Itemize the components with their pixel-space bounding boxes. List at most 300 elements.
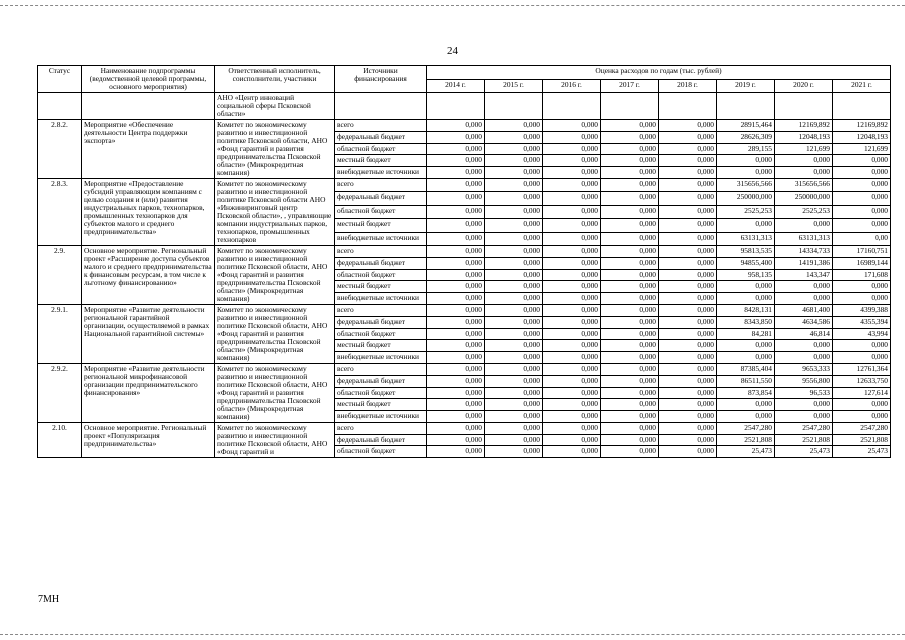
empty-cell [833,93,891,120]
scan-edge-bottom [0,634,905,635]
value-cell: 2525,253 [717,205,775,218]
value-cell: 0,000 [659,352,717,364]
funding-source: областной бюджет [335,387,427,399]
value-cell: 0,000 [601,192,659,205]
value-cell: 0,000 [543,219,601,232]
value-cell: 0,000 [543,446,601,458]
value-cell: 0,000 [601,399,659,411]
value-cell: 0,000 [659,446,717,458]
value-cell: 0,000 [427,364,485,376]
value-cell: 0,000 [427,434,485,446]
value-cell: 63131,313 [775,232,833,245]
value-cell: 0,000 [601,375,659,387]
value-cell: 0,000 [833,399,891,411]
value-cell: 0,000 [601,257,659,269]
value-cell: 43,994 [833,328,891,340]
value-cell: 121,699 [833,143,891,155]
table-row [38,179,891,192]
value-cell: 94855,400 [717,257,775,269]
value-cell: 0,000 [601,167,659,179]
header-sources: Источники финансирования [335,66,427,93]
value-cell: 0,000 [485,423,543,435]
value-cell: 0,000 [543,269,601,281]
value-cell: 0,000 [659,167,717,179]
value-cell: 0,000 [485,167,543,179]
value-cell: 46,814 [775,328,833,340]
value-cell: 0,000 [543,155,601,167]
value-cell: 96,533 [775,387,833,399]
value-cell: 63131,313 [717,232,775,245]
value-cell: 0,000 [485,293,543,305]
value-cell: 0,000 [833,411,891,423]
value-cell: 0,000 [659,205,717,218]
value-cell: 0,000 [717,219,775,232]
value-cell: 0,000 [833,281,891,293]
funding-source: областной бюджет [335,328,427,340]
group-status: 2.9.1. [38,305,82,364]
value-cell: 0,000 [543,352,601,364]
value-cell: 9556,800 [775,375,833,387]
value-cell: 0,000 [717,399,775,411]
value-cell: 14191,386 [775,257,833,269]
value-cell: 0,000 [659,232,717,245]
funding-source: областной бюджет [335,143,427,155]
funding-source: всего [335,305,427,317]
value-cell: 0,000 [427,352,485,364]
funding-source: внебюджетные источники [335,167,427,179]
value-cell: 0,000 [833,155,891,167]
value-cell: 0,000 [543,257,601,269]
value-cell: 84,281 [717,328,775,340]
empty-cell [82,93,215,120]
group-name: Мероприятие «Предоставление субсидий управляющим компаниям с целью создания и (или) развития индустриальных парков, технопарков, промышленных технопарков для субъектов малого и среднего предпринимательства» [82,179,215,246]
header-year: 2017 г. [601,79,659,93]
value-cell: 4634,586 [775,316,833,328]
value-cell: 0,000 [717,155,775,167]
value-cell: 250000,000 [717,192,775,205]
header-row [38,66,891,80]
value-cell: 0,000 [485,352,543,364]
value-cell: 143,347 [775,269,833,281]
value-cell: 0,000 [485,120,543,132]
value-cell: 86511,550 [717,375,775,387]
empty-cell [38,93,82,120]
value-cell: 0,000 [485,340,543,352]
value-cell: 0,000 [485,399,543,411]
group-name: Основное мероприятие. Региональный проект «Популяризация предпринимательства» [82,423,215,458]
value-cell: 28915,464 [717,120,775,132]
value-cell: 0,000 [427,131,485,143]
value-cell: 0,000 [659,434,717,446]
value-cell: 0,000 [833,167,891,179]
value-cell: 0,000 [601,281,659,293]
header-executor: Ответственный исполнитель, соисполнители, участники [215,66,335,93]
value-cell: 0,000 [427,179,485,192]
value-cell: 0,000 [485,232,543,245]
value-cell: 0,000 [543,232,601,245]
value-cell: 2547,280 [833,423,891,435]
value-cell: 0,000 [427,328,485,340]
funding-source: местный бюджет [335,155,427,167]
value-cell: 0,000 [543,167,601,179]
value-cell: 0,000 [775,293,833,305]
value-cell: 12761,364 [833,364,891,376]
value-cell: 0,000 [659,257,717,269]
value-cell: 0,000 [659,364,717,376]
value-cell: 0,000 [833,205,891,218]
value-cell: 0,000 [659,179,717,192]
funding-source: внебюджетные источники [335,411,427,423]
value-cell: 0,000 [543,399,601,411]
header-year: 2015 г. [485,79,543,93]
value-cell: 95813,535 [717,246,775,258]
value-cell: 315656,566 [775,179,833,192]
group-executor: Комитет по экономическому развитию и инвестиционной политике Псковской области, АНО «Фонд гарантий и [215,423,335,458]
funding-source: всего [335,120,427,132]
value-cell: 315656,566 [717,179,775,192]
group-status: 2.10. [38,423,82,458]
value-cell: 0,000 [601,423,659,435]
value-cell: 0,000 [659,281,717,293]
funding-source: внебюджетные источники [335,232,427,245]
value-cell: 0,000 [427,232,485,245]
value-cell: 0,000 [601,143,659,155]
value-cell: 0,000 [659,375,717,387]
value-cell: 0,000 [833,219,891,232]
group-executor: Комитет по экономическому развитию и инвестиционной политике Псковской области, АНО «Фонд гарантий и развития предпринимательства Псковской области» (Микрокредитная компания) [215,364,335,423]
value-cell: 0,000 [543,192,601,205]
value-cell: 8343,850 [717,316,775,328]
value-cell: 0,000 [427,155,485,167]
value-cell: 0,000 [659,120,717,132]
value-cell: 0,000 [427,399,485,411]
value-cell: 0,000 [427,192,485,205]
funding-source: областной бюджет [335,205,427,218]
header-year: 2020 г. [775,79,833,93]
group-executor: Комитет по экономическому развитию и инвестиционной политике Псковской области, АНО «Фонд гарантий и развития предпринимательства Псковской области» (Микрокредитная компания) [215,120,335,179]
value-cell: 0,000 [775,219,833,232]
value-cell: 0,000 [601,232,659,245]
value-cell: 0,000 [659,316,717,328]
value-cell: 0,000 [601,316,659,328]
value-cell: 16989,144 [833,257,891,269]
value-cell: 0,000 [427,340,485,352]
value-cell: 0,000 [485,192,543,205]
value-cell: 0,000 [543,328,601,340]
value-cell: 25,473 [775,446,833,458]
value-cell: 2525,253 [775,205,833,218]
continuation-row [38,93,891,120]
value-cell: 2547,280 [717,423,775,435]
value-cell: 0,000 [485,143,543,155]
value-cell: 0,000 [601,352,659,364]
value-cell: 12169,892 [775,120,833,132]
value-cell: 12169,892 [833,120,891,132]
continuation-executor: АНО «Центр инноваций социальной сферы Псковской области» [215,93,335,120]
value-cell: 0,000 [659,305,717,317]
value-cell: 0,000 [543,316,601,328]
value-cell: 0,000 [485,219,543,232]
value-cell: 0,000 [485,155,543,167]
value-cell: 0,000 [485,281,543,293]
value-cell: 0,000 [543,387,601,399]
value-cell: 0,000 [427,257,485,269]
value-cell: 121,699 [775,143,833,155]
empty-cell [659,93,717,120]
value-cell: 0,000 [717,293,775,305]
value-cell: 0,000 [833,179,891,192]
footer-code: 7МН [38,594,60,605]
page-number: 24 [447,45,458,57]
value-cell: 4399,388 [833,305,891,317]
group-name: Мероприятие «Развитие деятельности региональной гарантийной организации, осуществляемой в рамках Национальной гарантийной системы» [82,305,215,364]
value-cell: 0,000 [427,219,485,232]
value-cell: 0,000 [543,281,601,293]
table-body [38,93,891,458]
value-cell: 0,000 [601,219,659,232]
value-cell: 289,155 [717,143,775,155]
header-year: 2016 г. [543,79,601,93]
value-cell: 0,000 [427,167,485,179]
value-cell: 0,000 [659,411,717,423]
value-cell: 127,614 [833,387,891,399]
header-name: Наименование подпрограммы (ведомственной целевой программы, основного мероприятия) [82,66,215,93]
value-cell: 0,000 [601,434,659,446]
funding-source: всего [335,246,427,258]
value-cell: 0,000 [485,328,543,340]
value-cell: 0,000 [427,423,485,435]
group-status: 2.9. [38,246,82,305]
value-cell: 0,000 [601,340,659,352]
empty-cell [427,93,485,120]
value-cell: 0,000 [659,143,717,155]
value-cell: 0,000 [427,143,485,155]
funding-source: всего [335,423,427,435]
value-cell: 0,000 [601,269,659,281]
value-cell: 2521,808 [717,434,775,446]
value-cell: 171,608 [833,269,891,281]
header-year: 2019 г. [717,79,775,93]
funding-source: федеральный бюджет [335,257,427,269]
group-name: Основное мероприятие. Региональный проект «Расширение доступа субъектов малого и среднего предпринимательства к финансовым ресурсам, в том числе к льготному финансированию» [82,246,215,305]
value-cell: 0,000 [659,269,717,281]
value-cell: 0,000 [601,364,659,376]
value-cell: 0,000 [543,411,601,423]
value-cell: 0,000 [543,340,601,352]
value-cell: 0,000 [427,246,485,258]
value-cell: 0,000 [485,375,543,387]
empty-cell [335,93,427,120]
value-cell: 12048,193 [775,131,833,143]
header-year: 2018 г. [659,79,717,93]
value-cell: 0,000 [601,120,659,132]
value-cell: 0,000 [485,387,543,399]
value-cell: 0,000 [775,352,833,364]
funding-source: областной бюджет [335,446,427,458]
value-cell: 0,000 [427,281,485,293]
header-status: Статус [38,66,82,93]
value-cell: 0,000 [427,375,485,387]
value-cell: 0,000 [833,192,891,205]
value-cell: 0,000 [543,375,601,387]
value-cell: 958,135 [717,269,775,281]
value-cell: 873,854 [717,387,775,399]
value-cell: 0,000 [601,205,659,218]
value-cell: 0,000 [543,364,601,376]
table-row [38,246,891,258]
value-cell: 0,000 [833,352,891,364]
value-cell: 0,000 [543,179,601,192]
funding-source: внебюджетные источники [335,293,427,305]
value-cell: 0,00 [833,232,891,245]
value-cell: 0,000 [601,179,659,192]
budget-table [37,65,891,458]
value-cell: 0,000 [543,120,601,132]
funding-source: местный бюджет [335,219,427,232]
value-cell: 0,000 [659,246,717,258]
value-cell: 0,000 [659,219,717,232]
value-cell: 0,000 [543,305,601,317]
value-cell: 2521,808 [775,434,833,446]
value-cell: 0,000 [659,155,717,167]
value-cell: 4355,394 [833,316,891,328]
table-row [38,120,891,132]
value-cell: 0,000 [543,131,601,143]
group-executor: Комитет по экономическому развитию и инвестиционной политике Псковской области АНО «Инжиниринговый центр Псковской области», , управляющие компании индустриальных парков, технопарков, промышленных технопарков [215,179,335,246]
value-cell: 0,000 [485,179,543,192]
funding-source: областной бюджет [335,269,427,281]
value-cell: 0,000 [427,316,485,328]
value-cell: 0,000 [543,423,601,435]
value-cell: 0,000 [543,293,601,305]
value-cell: 87385,404 [717,364,775,376]
group-name: Мероприятие «Обеспечение деятельности Центра поддержки экспорта» [82,120,215,179]
value-cell: 250000,000 [775,192,833,205]
value-cell: 0,000 [543,143,601,155]
value-cell: 0,000 [427,269,485,281]
value-cell: 0,000 [659,131,717,143]
value-cell: 28626,309 [717,131,775,143]
funding-source: местный бюджет [335,281,427,293]
empty-cell [717,93,775,120]
value-cell: 0,000 [775,281,833,293]
value-cell: 0,000 [775,155,833,167]
value-cell: 0,000 [717,352,775,364]
value-cell: 0,000 [775,411,833,423]
value-cell: 2521,808 [833,434,891,446]
value-cell: 0,000 [601,155,659,167]
value-cell: 0,000 [659,192,717,205]
funding-source: федеральный бюджет [335,434,427,446]
group-status: 2.9.2. [38,364,82,423]
value-cell: 0,000 [427,293,485,305]
value-cell: 0,000 [601,293,659,305]
value-cell: 0,000 [485,257,543,269]
group-executor: Комитет по экономическому развитию и инвестиционной политике Псковской области, АНО «Фонд гарантий и развития предпринимательства Псковской области» (Микрокредитная компания) [215,305,335,364]
value-cell: 0,000 [659,387,717,399]
group-status: 2.8.3. [38,179,82,246]
value-cell: 0,000 [601,328,659,340]
value-cell: 12048,193 [833,131,891,143]
value-cell: 0,000 [601,131,659,143]
header-year: 2014 г. [427,79,485,93]
funding-source: местный бюджет [335,399,427,411]
value-cell: 2547,280 [775,423,833,435]
group-name: Мероприятие «Развитие деятельности региональной микрофинансовой организации предпринимательского финансирования» [82,364,215,423]
value-cell: 0,000 [601,387,659,399]
table-row [38,364,891,376]
funding-source: федеральный бюджет [335,192,427,205]
value-cell: 14334,733 [775,246,833,258]
value-cell: 0,000 [659,293,717,305]
value-cell: 4681,400 [775,305,833,317]
value-cell: 17160,751 [833,246,891,258]
value-cell: 0,000 [427,446,485,458]
table-row [38,423,891,435]
value-cell: 25,473 [833,446,891,458]
empty-cell [775,93,833,120]
value-cell: 0,000 [601,411,659,423]
value-cell: 0,000 [717,411,775,423]
funding-source: федеральный бюджет [335,131,427,143]
funding-source: федеральный бюджет [335,375,427,387]
funding-source: внебюджетные источники [335,352,427,364]
value-cell: 0,000 [775,340,833,352]
value-cell: 0,000 [717,281,775,293]
value-cell: 0,000 [427,387,485,399]
value-cell: 0,000 [427,205,485,218]
header-estimate: Оценка расходов по годам (тыс. рублей) [427,66,891,80]
funding-source: местный бюджет [335,340,427,352]
value-cell: 0,000 [775,399,833,411]
value-cell: 0,000 [775,167,833,179]
value-cell: 0,000 [485,411,543,423]
value-cell: 0,000 [427,411,485,423]
value-cell: 0,000 [659,328,717,340]
value-cell: 0,000 [485,305,543,317]
value-cell: 0,000 [833,293,891,305]
empty-cell [543,93,601,120]
value-cell: 0,000 [485,246,543,258]
value-cell: 0,000 [485,364,543,376]
table-row [38,305,891,317]
value-cell: 0,000 [659,340,717,352]
funding-source: федеральный бюджет [335,316,427,328]
value-cell: 0,000 [427,120,485,132]
empty-cell [601,93,659,120]
value-cell: 0,000 [543,205,601,218]
group-status: 2.8.2. [38,120,82,179]
header-year: 2021 г. [833,79,891,93]
value-cell: 0,000 [659,399,717,411]
value-cell: 25,473 [717,446,775,458]
value-cell: 0,000 [601,446,659,458]
value-cell: 8428,131 [717,305,775,317]
group-executor: Комитет по экономическому развитию и инвестиционной политике Псковской области, АНО «Фонд гарантий и развития предпринимательства Псковской области» (Микрокредитная компания) [215,246,335,305]
funding-source: всего [335,364,427,376]
value-cell: 0,000 [601,246,659,258]
value-cell: 0,000 [485,131,543,143]
value-cell: 0,000 [717,167,775,179]
value-cell: 0,000 [485,316,543,328]
scan-edge-top [0,5,905,6]
value-cell: 0,000 [717,340,775,352]
value-cell: 0,000 [485,434,543,446]
value-cell: 0,000 [601,305,659,317]
value-cell: 12633,750 [833,375,891,387]
empty-cell [485,93,543,120]
value-cell: 0,000 [543,246,601,258]
